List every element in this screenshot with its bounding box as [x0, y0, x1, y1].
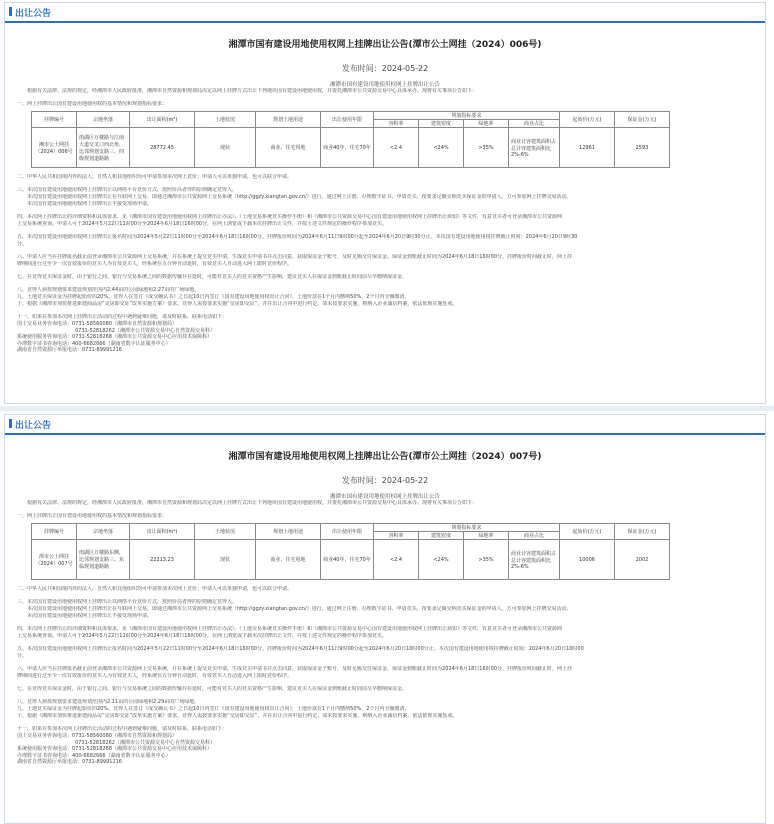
section-6: 六、申请人应当在挂牌报名截止前登录湘潭市公共资源网上交易系统，并在系统上提交竞买申请，生成竞买申请书并点击同意，获取保证金子账号，及时足额交付保证金。保证金到账截止时间为2024年6月18日16时00分。挂牌报价时间截止时，网上挂: [17, 254, 573, 260]
section-3a: 本次国有建设用地使用权网上挂牌出让在互联网上交易，即通过湘潭市公共资源网上交易系统（http://ggzy.xiangtan.gov.cn/）进行。通过网上注册、办理数字证书、申请竞买、按要求足额交纳竞买保证金的申请人，方可参加网上挂牌交易活动。: [27, 194, 572, 200]
section-3: 三、本次国有建设用地使用权网上挂牌出让以网络平台竞价方式，按照价高者得的原则确定竞得人。: [17, 187, 238, 193]
cell-location: 雨湖区万楼路东侧，比邻规划支路三、东临规划道路路: [77, 540, 130, 580]
section-3b: 本次国有建设用地使用权网上挂牌出让不接受现场申请。: [27, 613, 153, 619]
cell-far: <2.4: [374, 128, 419, 168]
contact-line: 办理数字证书咨询电话：400-6682666（湖南省数字认证服务中心）: [17, 340, 171, 347]
contact-line: 湖南省自然资源厅举报电话：0731-89991216: [17, 347, 122, 353]
section-10: 十、根据《湘潭市加快推进新建商品房“交房即交证”改革实施方案》要求，竞得人需按要求实施“交房即交证”，并在出让合同中进行约定，如未按要求实施，则纳入企业诚信档案，依法依规实施惩戒。: [17, 301, 458, 307]
th-density: 建筑密度: [419, 532, 464, 540]
notice-separator: [0, 406, 774, 411]
contact-line: 湖南省自然资源厅举报电话：0731-89991216: [17, 759, 122, 765]
contact-line: 系统使用服务咨询电话：0731-52818268（湘潭市公共资源交易中心应用技术保障科）: [17, 334, 212, 340]
publish-date: 发布时间：2024-05-22: [341, 64, 429, 73]
th-id: 挂牌编号: [32, 112, 77, 128]
tab-notice[interactable]: 出让公告: [15, 418, 51, 431]
section-6b: 牌期间进行过至少一次有效报价的竞买人为有效竞买人，经系统在五分钟自动延时，有效竞买人自动进入网上限时竞价程序。: [17, 673, 293, 679]
section-3: 三、本次国有建设用地使用权网上挂牌出让以网络平台竞价方式，按照价高者得的原则确定竞得人。: [17, 599, 238, 605]
cell-price: 12961: [560, 128, 615, 168]
section-4: 四、本次网上挂牌出让的详细资料和具体要求，见《湘潭市国有建设用地使用权网上挂牌出让办法》、《土地交易系统竞买操作手册》和《湘潭市公共资源交易中心国有建设用地使用权网上挂牌出让须知》等文件，有意竞买者可登录湘潭市公共资源网: [17, 214, 563, 220]
th-id: 挂牌编号: [32, 524, 77, 540]
cell-deposit: 2593: [615, 128, 670, 168]
table-row: [32, 128, 670, 168]
th-density: 建筑密度: [419, 120, 464, 128]
section-10: 十、根据《湘潭市加快推进新建商品房“交房即交证”改革实施方案》要求，竞得人需按要求实施“交房即交证”，并在出让合同中进行约定，如未按要求实施，则纳入企业诚信档案，依法依规实施惩戒。: [17, 713, 458, 719]
panel-header: [5, 3, 765, 23]
cell-years: 商业40年，住宅70年: [321, 540, 374, 580]
cell-status: 现状: [195, 128, 256, 168]
notice-title: 湘潭市国有建设用地使用权网上挂牌出让公告(潭市公土网挂（2024）007号): [228, 452, 542, 462]
th-years: 出让使用年限: [321, 112, 374, 128]
cell-deposit: 2002: [615, 540, 670, 580]
cell-status: 现状: [195, 540, 256, 580]
section-6: 六、申请人应当在挂牌报名截止前登录湘潭市公共资源网上交易系统，并在系统上提交竞买申请，生成竞买申请书并点击同意，获取保证金子账号，及时足额交付保证金。保证金到账截止时间为2024年6月18日16时00分。挂牌报价时间截止时，网上挂: [17, 666, 573, 672]
tab-notice[interactable]: 出让公告: [15, 6, 51, 19]
table-row: [32, 540, 670, 580]
section-7: 七、在竞得竞买保证金时，由于银行之间、银行与交易系统之间的数据传输存在延时，可能对竞买人的竞买资格产生影响，建议竞买人在保证金到账截止时间前尽早缴纳保证金。: [17, 274, 408, 280]
cell-area: 22213.23: [130, 540, 195, 580]
th-commerce: 商业占比: [509, 120, 560, 128]
section-3b: 本次国有建设用地使用权网上挂牌出让不接受现场申请。: [27, 201, 153, 207]
contact-line: 办理数字证书咨询电话：400-6682666（湖南省数字认证服务中心）: [17, 752, 171, 759]
section-7: 七、在竞得竞买保证金时，由于银行之间、银行与交易系统之间的数据传输存在延时，可能对竞买人的竞买资格产生影响，建议竞买人在保证金到账截止时间前尽早缴纳保证金。: [17, 686, 408, 692]
section-11: 十一、如果在参加本次网上挂牌出让活动的过程中遇到疑难问题，请及时联系，联系电话如下：: [17, 314, 228, 320]
notice-panel-006: [4, 2, 766, 404]
th-location: 宗地坐落: [77, 112, 130, 128]
section-4: 四、本次网上挂牌出让的详细资料和具体要求，见《湘潭市国有建设用地使用权网上挂牌出让办法》、《土地交易系统竞买操作手册》和《湘潭市公共资源交易中心国有建设用地使用权网上挂牌出让须知》等文件，有意竞买者可登录湘潭市公共资源网: [17, 626, 563, 632]
contact-list: [17, 733, 753, 766]
th-price: 起始价(万元): [560, 112, 615, 128]
section-3a: 本次国有建设用地使用权网上挂牌出让在互联网上交易，即通过湘潭市公共资源网上交易系统（http://ggzy.xiangtan.gov.cn/）进行。通过网上注册、办理数字证书、申请竞买、按要求足额交纳竞买保证金的申请人，方可参加网上挂牌交易活动。: [27, 606, 572, 612]
th-far: 容积率: [374, 120, 419, 128]
table-header-row: [32, 112, 670, 120]
intro-paragraph: 根据有关法律、法规的规定，经湘潭市人民政府批准，湘潭市自然资源和规划局决定以网上挂牌方式出让下列地块国有建设用地使用权，并委托湘潭市公共资源交易中心具体承办。现将有关事项公告如下：: [27, 88, 478, 94]
th-use: 规划土地用途: [256, 524, 321, 540]
th-far: 容积率: [374, 532, 419, 540]
cell-id: 潭市公土网挂（2024）007号: [32, 540, 77, 580]
th-years: 出让使用年限: [321, 524, 374, 540]
section-1: 一、网上挂牌出让国有建设用地使用权的基本情况和规划指标要求：: [17, 101, 168, 107]
section-5b: 分。: [17, 653, 28, 659]
contact-line: 0731-52818262（湘潭市公共资源交易中心自然资源交易科）: [75, 739, 215, 746]
section-9: 九、土地竞买保证金为挂牌起始价的20%。竞得人在签订《成交确认书》之日起10日内签订《国有建设用地使用权出让合同》，土地价款在1个月内缴纳50%，2个月内全额缴清。: [17, 294, 410, 300]
th-use: 规划土地用途: [256, 112, 321, 128]
section-5b: 分。: [17, 241, 28, 247]
section-8: 八、竞得人须按规划要求建设规划范围内2.44亩的公园绿地和2.27亩的广场绿地。: [17, 287, 200, 293]
section-2: 二、中华人民共和国境内外的法人、自然人和其他组织均可申请参加本次网上竞价；申请人可以单独申请，也可以联合申请。: [17, 174, 293, 180]
th-deposit: 保证金(万元): [615, 524, 670, 540]
cell-id: 湘市公土网挂（2024）006号: [32, 128, 77, 168]
notice-subtitle: 湘潭市国有建设用地使用权网上挂牌出让公告: [329, 82, 440, 88]
cell-density: <24%: [419, 540, 464, 580]
th-planning: 规划指标要求: [374, 524, 560, 532]
cell-years: 商业40年，住宅70年: [321, 128, 374, 168]
th-area: 出让面积(m²): [130, 524, 195, 540]
parcel-table: [31, 523, 670, 580]
publish-date: 发布时间：2024-05-22: [341, 476, 429, 485]
th-green: 绿地率: [464, 532, 509, 540]
section-5: 五、本次国有建设用地使用权网上挂牌出让报名时间为2024年5月22日11时00分至2024年6月18日16时00分。挂牌报价时间为2024年6月11日9时00分起至2024年6月20日10时00分止。本次国有建设用地使用权挂牌截止时间：2024年6月20日10时00: [17, 646, 584, 652]
th-status: 土地状况: [195, 524, 256, 540]
th-status: 土地状况: [195, 112, 256, 128]
section-4b: 上交易系统查询。申请人可于2024年5月22日11时00分至2024年6月18日16时00分，在网上浏览或下载本次挂牌出让文件，并按上述文件规定的操作程序参加竞买。: [17, 633, 387, 639]
section-4b: 上交易系统查询。申请人可于2024年5月22日11时00分至2024年6月18日16时00分，在网上浏览或下载本次挂牌出让文件，并按上述文件规定的操作程序参加竞买。: [17, 221, 387, 227]
th-location: 宗地坐落: [77, 524, 130, 540]
cell-green: >35%: [464, 128, 509, 168]
section-1: 一、网上挂牌出让国有建设用地使用权的基本情况和规划指标要求：: [17, 513, 168, 519]
notice-title: 湘潭市国有建设用地使用权网上挂牌出让公告(潭市公土网挂（2024）006号): [228, 40, 542, 50]
th-commerce: 商业占比: [509, 532, 560, 540]
th-deposit: 保证金(万元): [615, 112, 670, 128]
table-header-row: [32, 524, 670, 532]
notice-panel-007: [4, 414, 766, 824]
cell-use: 商业、住宅用地: [256, 128, 321, 168]
contact-line: 国土交易业务咨询电话：0731-58560080（湘潭市自然资源和规划局）: [17, 733, 177, 739]
th-area: 出让面积(m²): [130, 112, 195, 128]
contact-line: 系统使用服务咨询电话：0731-52818268（湘潭市公共资源交易中心应用技术保障科）: [17, 746, 212, 752]
contact-line: 0731-52818262（湘潭市公共资源交易中心自然资源交易科）: [75, 327, 215, 334]
cell-commerce: 商业计容建筑面积占总计容建筑面积比2%-6%: [509, 540, 560, 580]
section-2: 二、中华人民共和国境内外的法人、自然人和其他组织均可申请参加本次网上竞价；申请人可以单独申请，也可以联合申请。: [17, 586, 293, 592]
panel-header: [5, 415, 765, 435]
th-planning: 规划指标要求: [374, 112, 560, 120]
cell-commerce: 商业计容建筑面积占总计容建筑面积比2%-6%: [509, 128, 560, 168]
section-9: 九、土地竞买保证金为挂牌起始价的20%。竞得人在签订《成交确认书》之日起10日内签订《国有建设用地使用权出让合同》，土地价款在1个月内缴纳50%，2个月内全额缴清。: [17, 706, 410, 712]
intro-paragraph: 根据有关法律、法规的规定，经湘潭市人民政府批准，湘潭市自然资源和规划局决定以网上挂牌方式出让下列地块国有建设用地使用权，并委托湘潭市公共资源交易中心具体承办。现将有关事项公告如下：: [27, 500, 478, 506]
section-5: 五、本次国有建设用地使用权网上挂牌出让报名时间为2024年5月22日11时00分至2024年6月18日16时00分。挂牌报价时间为2024年6月11日9时00分起至2024年6月20日9时30分止。本次国有建设用地使用权挂牌截止时间：2024年6月20日9时30: [17, 234, 578, 240]
cell-price: 10006: [560, 540, 615, 580]
th-green: 绿地率: [464, 120, 509, 128]
cell-density: <24%: [419, 128, 464, 168]
cell-far: <2.4: [374, 540, 419, 580]
notice-subtitle: 湘潭市国有建设用地使用权网上挂牌出让公告: [329, 494, 440, 500]
contact-list: [17, 321, 753, 354]
section-8: 八、竞得人须按规划要求建设规划范围内2.11亩的公园绿地和2.29亩的广场绿地。: [17, 699, 200, 705]
cell-use: 商业、住宅用地: [256, 540, 321, 580]
parcel-table: [31, 111, 670, 168]
contact-line: 国土交易业务咨询电话：0731-58560080（湘潭市自然资源和规划局）: [17, 321, 177, 327]
cell-green: >35%: [464, 540, 509, 580]
cell-location: 雨湖区万楼路与江南大道交叉口西北角，比邻规划支路三、四级规划道路路: [77, 128, 130, 168]
cell-area: 28772.45: [130, 128, 195, 168]
section-11: 十一、如果在参加本次网上挂牌出让活动的过程中遇到疑难问题，请及时联系，联系电话如下：: [17, 726, 228, 732]
section-6b: 牌期间进行过至少一次有效报价的竞买人为有效竞买人，经系统在五分钟自动延时，有效竞买人自动进入网上限时竞价程序。: [17, 261, 293, 267]
th-price: 起始价(万元): [560, 524, 615, 540]
